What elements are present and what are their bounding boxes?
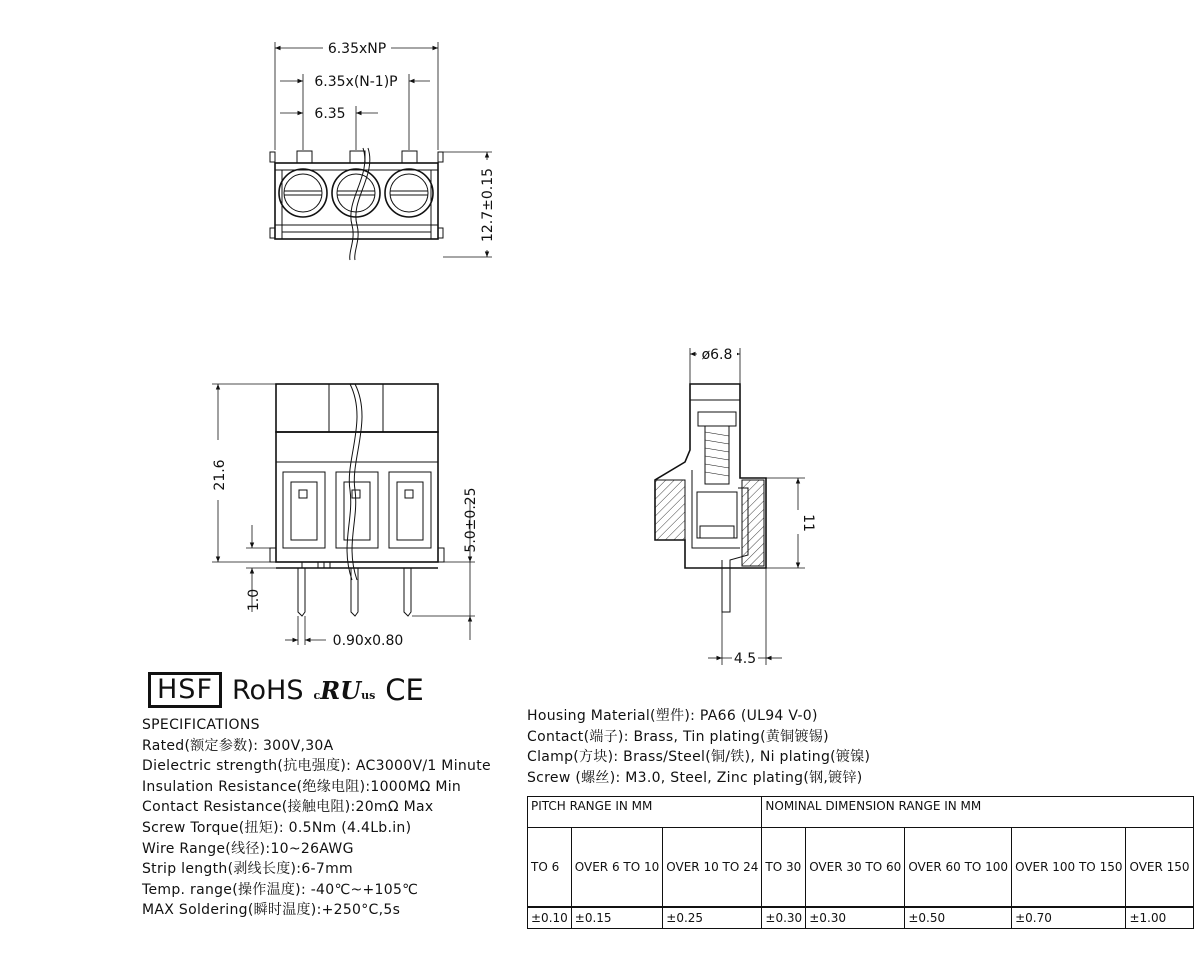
range-cell: TO 30 [762, 828, 806, 908]
spec-strip-length: Strip length(剥线长度):6-7mm [142, 861, 353, 878]
side-view [655, 348, 805, 665]
tolerance-cell: ±0.25 [663, 907, 762, 929]
hsf-logo: HSF [148, 672, 222, 708]
certification-logos [148, 670, 424, 710]
dim-screw-diameter: ø6.8 [701, 347, 733, 363]
dim-pitch: 6.35 [314, 106, 346, 122]
ce-logo: CE [385, 673, 424, 707]
range-cell: OVER 30 TO 60 [806, 828, 905, 908]
tolerance-table [527, 796, 1194, 929]
tolerance-cell: ±0.15 [571, 907, 663, 929]
tolerance-cell: ±0.30 [806, 907, 905, 929]
material-clamp: Clamp(方块): Brass/Steel(铜/铁), Ni plating(镀镍) [527, 749, 871, 766]
ul-suffix: us [361, 688, 376, 702]
spec-temp-range: Temp. range(操作温度): -40℃~+105℃ [142, 881, 419, 898]
spec-max-soldering: MAX Soldering(瞬时温度):+250°C,5s [142, 902, 401, 919]
spec-contact-resistance: Contact Resistance(接触电阻):20mΩ Max [142, 799, 434, 816]
material-contact: Contact(端子): Brass, Tin plating(黄铜镀锡) [527, 728, 829, 745]
range-cell: OVER 10 TO 24 [663, 828, 762, 908]
specifications-list [142, 715, 491, 921]
ul-mark: RU [320, 675, 362, 705]
dim-side-offset: 4.5 [733, 651, 757, 667]
dim-pitch-span: 6.35x(N-1)P [314, 74, 398, 90]
dim-standoff: 1.0 [246, 588, 262, 612]
material-housing: Housing Material(塑件): PA66 (UL94 V-0) [527, 708, 818, 724]
spec-screw-torque: Screw Torque(扭矩): 0.5Nm (4.4Lb.in) [142, 819, 412, 836]
tolerance-cell: ±0.10 [528, 907, 572, 929]
ul-prefix: c [313, 688, 321, 702]
tolerance-cell: ±1.00 [1126, 907, 1193, 929]
dim-pin-length: 5.0±0.25 [463, 487, 479, 553]
rohs-logo: RoHS [231, 674, 304, 706]
range-cell: TO 6 [528, 828, 572, 908]
spec-insulation: Insulation Resistance(绝缘电阻):1000MΩ Min [142, 778, 462, 795]
materials-list [527, 706, 870, 788]
dim-side-height: 11 [800, 514, 816, 532]
range-cell: OVER 100 TO 150 [1012, 828, 1126, 908]
dim-total-width: 6.35xNP [327, 41, 387, 57]
ul-logo [314, 676, 376, 705]
dim-pin-section: 0.90x0.80 [332, 633, 404, 649]
nominal-range-header: NOMINAL DIMENSION RANGE IN MM [762, 797, 1193, 828]
spec-dielectric: Dielectric strength(抗电强度): AC3000V/1 Minute [142, 758, 491, 775]
dim-front-height: 21.6 [212, 459, 228, 491]
specifications-title: SPECIFICATIONS [142, 717, 260, 733]
range-cell: OVER 6 TO 10 [571, 828, 663, 908]
range-cell: OVER 60 TO 100 [905, 828, 1012, 908]
tolerance-cell: ±0.70 [1012, 907, 1126, 929]
material-screw: Screw (螺丝): M3.0, Steel, Zinc plating(钢,镀锌) [527, 769, 863, 786]
spec-wire-range: Wire Range(线径):10~26AWG [142, 840, 354, 857]
pitch-range-header: PITCH RANGE IN MM [528, 797, 762, 828]
spec-rated: Rated(额定参数): 300V,30A [142, 737, 334, 754]
tolerance-cell: ±0.30 [762, 907, 806, 929]
tolerance-cell: ±0.50 [905, 907, 1012, 929]
range-cell: OVER 150 [1126, 828, 1193, 908]
dim-top-height: 12.7±0.15 [480, 167, 496, 243]
